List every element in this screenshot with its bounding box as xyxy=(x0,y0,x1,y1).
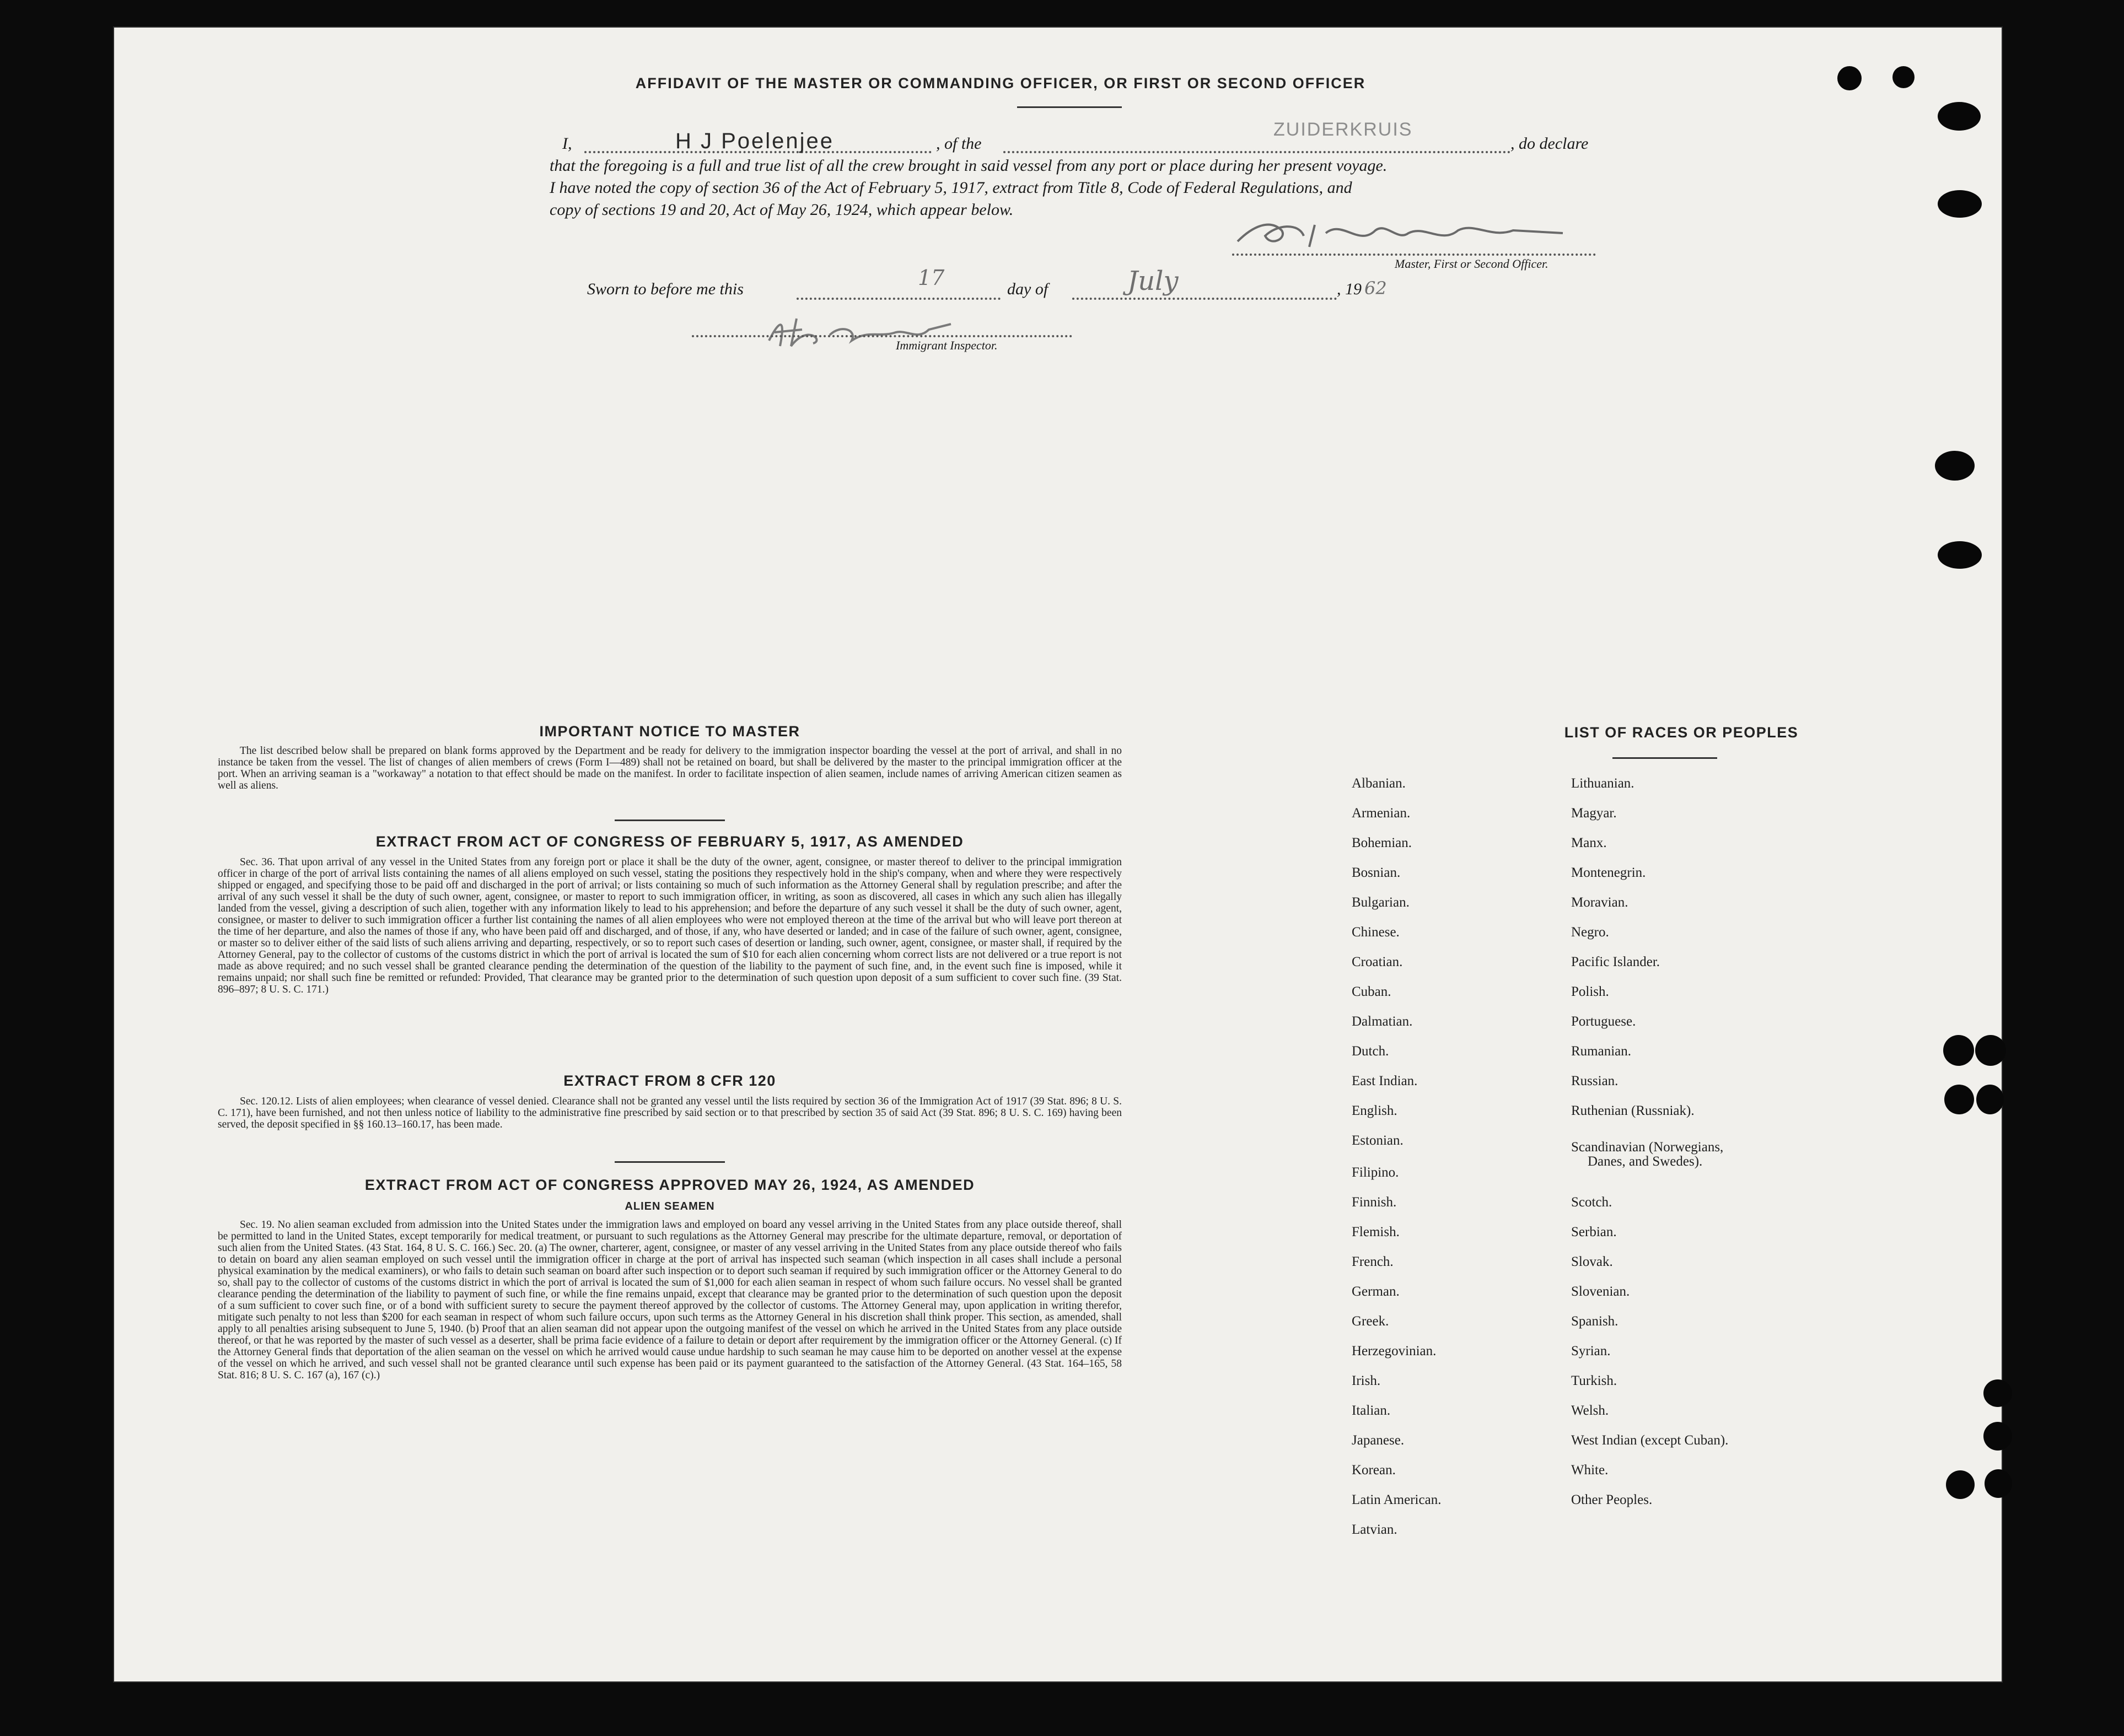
race-item: Armenian. xyxy=(1352,806,1411,821)
notice-text: The list described below shall be prepared on blank forms approved by the Department and be ready for delivery to the immigration inspector boarding the vessel at the port of arrival, and shall in no instance be taken from the vessel. The list of changes of alien members of crews (Form I—489) shall not be retained on board, but shall be delivered by the master to the principal immigration officer at the port. When an arriving seaman is a "workaway" a notation to that effect should be made on the manifest. In order to facilitate inspection of alien seamen, include names of arriving American citizen seamen as well as aliens. xyxy=(218,745,1122,791)
punch-hole xyxy=(1892,66,1915,88)
races-right-column xyxy=(1571,776,1880,1581)
race-item: Slovak. xyxy=(1571,1254,1613,1269)
race-item: Finnish. xyxy=(1352,1195,1397,1210)
race-item: Latin American. xyxy=(1352,1492,1442,1507)
races-title: LIST OF RACES OR PEOPLES xyxy=(1564,724,1799,741)
race-item: Bosnian. xyxy=(1352,865,1401,880)
race-item: Korean. xyxy=(1352,1463,1396,1478)
race-item: Moravian. xyxy=(1571,895,1628,910)
extract-1924-title: EXTRACT FROM ACT OF CONGRESS APPROVED MAY 26, 1924, AS AMENDED xyxy=(364,1177,975,1193)
race-item: Bulgarian. xyxy=(1352,895,1410,910)
line1-prefix: I, xyxy=(562,134,572,153)
race-item: Other Peoples. xyxy=(1571,1492,1653,1507)
notice-divider xyxy=(615,820,725,821)
punch-hole xyxy=(1938,102,1981,131)
race-item: Manx. xyxy=(1571,835,1607,850)
punch-hole xyxy=(1944,1085,1974,1114)
title-underline xyxy=(1017,106,1122,108)
punch-hole xyxy=(1983,1379,2012,1407)
race-item: Flemish. xyxy=(1352,1225,1400,1239)
races-left-column xyxy=(1352,776,1550,1581)
race-item: Dutch. xyxy=(1352,1044,1389,1059)
year-prefix: , 19 xyxy=(1337,280,1362,298)
affidavit-title: AFFIDAVIT OF THE MASTER OR COMMANDING OFFICER, OR FIRST OR SECOND OFFICER xyxy=(635,75,1366,91)
race-item: Slovenian. xyxy=(1571,1284,1630,1299)
form-page xyxy=(113,26,2003,1683)
race-item: German. xyxy=(1352,1284,1400,1299)
cfr-divider xyxy=(615,1161,725,1163)
race-item: Russian. xyxy=(1571,1074,1618,1088)
race-item: Danes, and Swedes). xyxy=(1588,1154,1703,1169)
inspector-signature-line xyxy=(692,335,1072,337)
race-item: Italian. xyxy=(1352,1403,1391,1418)
punch-hole xyxy=(1976,1085,2004,1114)
race-item: Ruthenian (Russniak). xyxy=(1571,1103,1695,1118)
race-item: Cuban. xyxy=(1352,984,1391,999)
punch-hole xyxy=(1975,1035,2006,1066)
inspector-caption: Immigrant Inspector. xyxy=(896,338,998,352)
race-item: Irish. xyxy=(1352,1373,1381,1388)
vessel-name: ZUIDERKRUIS xyxy=(1273,119,1413,140)
punch-hole xyxy=(1935,451,1975,481)
race-item: Japanese. xyxy=(1352,1433,1405,1448)
race-item: Magyar. xyxy=(1571,806,1617,821)
month-dotted-line xyxy=(1072,298,1337,300)
punch-hole xyxy=(1938,190,1982,218)
extract-1924-text: Sec. 19. No alien seaman excluded from admission into the United States under the immigration laws and employed on board any vessel arriving in the United States from any place outside thereof, shall be permitted to land in the United States, except temporarily for medical treatment, or pursuant to such regulations as the Attorney General may prescribe for the ultimate departure, removal, or deportation of such alien from the United States. (43 Stat. 164, 8 U. S. C. 166.) Sec. 20. (a) The owner, charterer, agent, consignee, or master of any vessel arriving in the United States from any place outside thereof who fails to detain on board any alien seaman employed on such vessel until the immigration officer in charge at the port of arrival has inspected such seaman (which inspection in all cases shall include a personal physical examination by the medical examiners), or who fails to detain such seaman on board after such inspection or to deport such seaman if required by such immigration officer or the Attorney General to do so, shall pay to the collector of customs of the customs district in which the port of arrival is located the sum of $1,000 for each alien seaman in respect of whom such failure occurs. No vessel shall be granted clearance pending the determination of the liability to payment of such fine, or while the fine remains unpaid, except that clearance may be granted prior to the determination of such question upon the deposit of a sum sufficient to cover such fine, or of a bond with sufficient surety to secure the payment thereof approved by the collector of customs. The Attorney General may, upon application in writing therefor, mitigate such penalty to not less than $200 for each seaman in respect of whom such failure occurs, upon such terms as the Attorney General in his discretion shall think proper. This section, as amended, shall apply to all penalties arising subsequent to June 5, 1940. (b) Proof that an alien seaman did not appear upon the outgoing manifest of the vessel on which he arrived in the United States from any place outside thereof, or that he was reported by the master of such vessel as a deserter, shall be prima facie evidence of a failure to detain or deport after requirement by the immigration officer or the Attorney General. (c) If the Attorney General finds that deportation of the alien seaman on the vessel on which he arrived would cause undue hardship to such seaman he may cause him to be deported on another vessel at the expense of the vessel on which he arrived, and such vessel shall not be granted clearance until such expense has been paid or its payment guaranteed to the satisfaction of the Attorney General. (43 Stat. 164–165, 58 Stat. 816; 8 U. S. C. 167 (a), 167 (c).) xyxy=(218,1219,1122,1381)
declaration-line-3: I have noted the copy of section 36 of the Act of February 5, 1917, extract from Title 8, Code of Federal Regulations, and xyxy=(550,179,1352,197)
race-item: White. xyxy=(1571,1463,1609,1478)
race-item: Scotch. xyxy=(1571,1195,1612,1210)
race-item: Serbian. xyxy=(1571,1225,1617,1239)
race-item: Herzegovinian. xyxy=(1352,1344,1437,1358)
punch-hole xyxy=(1943,1035,1974,1066)
race-item: Dalmatian. xyxy=(1352,1014,1413,1029)
officer-name: H J Poelenjee xyxy=(675,129,835,153)
extract-cfr-text: Sec. 120.12. Lists of alien employees; when clearance of vessel denied. Clearance shall not be granted any vessel until the lists required by section 36 of the Immigration Act of 1917 (39 Stat. 896; 8 U. S. C. 171), have been furnished, and not then unless notice of liability to the administrative fine prescribed by said section or to that prescribed by section 35 of said Act (39 Stat. 896; 8 U. S. C. 169) having been served, the deposit specified in §§ 160.13–160.17, has been made. xyxy=(218,1096,1122,1130)
do-declare-text: , do declare xyxy=(1510,134,1589,153)
race-item: Greek. xyxy=(1352,1314,1389,1329)
punch-hole xyxy=(1946,1470,1975,1499)
extract-1917-text: Sec. 36. That upon arrival of any vessel in the United States from any foreign port or place it shall be the duty of the owner, agent, consignee, or master thereof to deliver to the principal immigration officer in charge of the port of arrival lists containing the names of all aliens employed on such vessel, stating the positions they respectively hold in the ship's company, when and where they were respectively shipped or engaged, and specifying those to be paid off and discharged in the port of arrival; or lists containing so much of such information as the Attorney General shall by regulation prescribe; and after the arrival of any such vessel it shall be the duty of such owner, agent, consignee, or master to report to such immigration officer, in writing, as soon as discovered, all cases in which any such alien has illegally landed from the vessel, giving a description of such alien, together with any information likely to lead to his apprehension; and before the departure of any such vessel it shall be the duty of such owner, agent, consignee, or master to deliver to such immigration officer a further list containing the names of all alien employees who were not employed thereon at the time of the arrival but who will leave port thereon at the time of her departure, and also the names of those if any, who have been paid off and discharged, and of those, if any, who have deserted or landed; and in case of the failure of such owner, agent, consignee, or master so to deliver either of the said lists of such aliens arriving and departing, respectively, or so to report such cases of desertion or landing, such owner, agent, consignee, or master shall, if required by the Attorney General, pay to the collector of customs of the customs district in which the port of arrival is located the sum of $10 for each alien concerning whom correct lists are not delivered or a true report is not made as above required; and no such vessel shall be granted clearance pending the determination of the question of the liability to the payment of such fine, and, in the event such fine is imposed, while it remains unpaid; nor shall such fine be remitted or refunded: Provided, That clearance may be granted prior to the determination of such question upon deposit of a sum sufficient to cover such fine. (39 Stat. 896–897; 8 U. S. C. 171.) xyxy=(218,856,1122,995)
extract-cfr-title: EXTRACT FROM 8 CFR 120 xyxy=(563,1072,776,1089)
race-item: Croatian. xyxy=(1352,955,1403,969)
race-item: Bohemian. xyxy=(1352,835,1412,850)
race-item: French. xyxy=(1352,1254,1394,1269)
punch-hole xyxy=(1938,541,1982,569)
race-item: Albanian. xyxy=(1352,776,1406,791)
race-item: Scandinavian (Norwegians, xyxy=(1571,1140,1724,1155)
races-divider xyxy=(1612,757,1717,759)
sworn-prefix: Sworn to before me this xyxy=(587,280,744,298)
extract-1917-title: EXTRACT FROM ACT OF CONGRESS OF FEBRUARY 5, 1917, AS AMENDED xyxy=(375,833,964,850)
race-item: East Indian. xyxy=(1352,1074,1418,1088)
extract-1924-subtitle: ALIEN SEAMEN xyxy=(625,1200,715,1212)
race-item: English. xyxy=(1352,1103,1397,1118)
sworn-year: 62 xyxy=(1364,278,1387,299)
race-item: Filipino. xyxy=(1352,1165,1399,1180)
master-signature-line xyxy=(1232,254,1596,256)
race-item: Turkish. xyxy=(1571,1373,1617,1388)
race-item: Spanish. xyxy=(1571,1314,1618,1329)
master-signature xyxy=(1232,214,1574,258)
of-the-text: , of the xyxy=(936,134,982,153)
race-item: Latvian. xyxy=(1352,1522,1397,1537)
race-item: Welsh. xyxy=(1571,1403,1609,1418)
sworn-day: 17 xyxy=(918,266,945,290)
declaration-line-2: that the foregoing is a full and true list of all the crew brought in said vessel from any port or place during her present voyage. xyxy=(550,157,1388,175)
race-item: Estonian. xyxy=(1352,1133,1404,1148)
master-caption: Master, First or Second Officer. xyxy=(1395,257,1548,271)
race-item: Chinese. xyxy=(1352,925,1400,940)
sworn-line xyxy=(587,266,1497,313)
declaration-line-1 xyxy=(562,119,1720,158)
vessel-dotted-line xyxy=(1003,151,1510,153)
race-item: Polish. xyxy=(1571,984,1609,999)
notice-title: IMPORTANT NOTICE TO MASTER xyxy=(539,723,800,740)
punch-hole xyxy=(1983,1422,2012,1451)
declaration-line-4: copy of sections 19 and 20, Act of May 26, 1924, which appear below. xyxy=(550,201,1014,219)
punch-hole xyxy=(1837,66,1862,90)
race-item: West Indian (except Cuban). xyxy=(1571,1433,1729,1448)
race-item: Rumanian. xyxy=(1571,1044,1632,1059)
race-item: Syrian. xyxy=(1571,1344,1611,1358)
day-dotted-line xyxy=(797,298,1001,300)
race-item: Pacific Islander. xyxy=(1571,955,1660,969)
race-item: Montenegrin. xyxy=(1571,865,1646,880)
race-item: Lithuanian. xyxy=(1571,776,1634,791)
day-of-text: day of xyxy=(1007,280,1048,298)
race-item: Portuguese. xyxy=(1571,1014,1636,1029)
race-item: Negro. xyxy=(1571,925,1609,940)
punch-hole xyxy=(1985,1469,2012,1498)
sworn-month: July xyxy=(1127,266,1179,296)
